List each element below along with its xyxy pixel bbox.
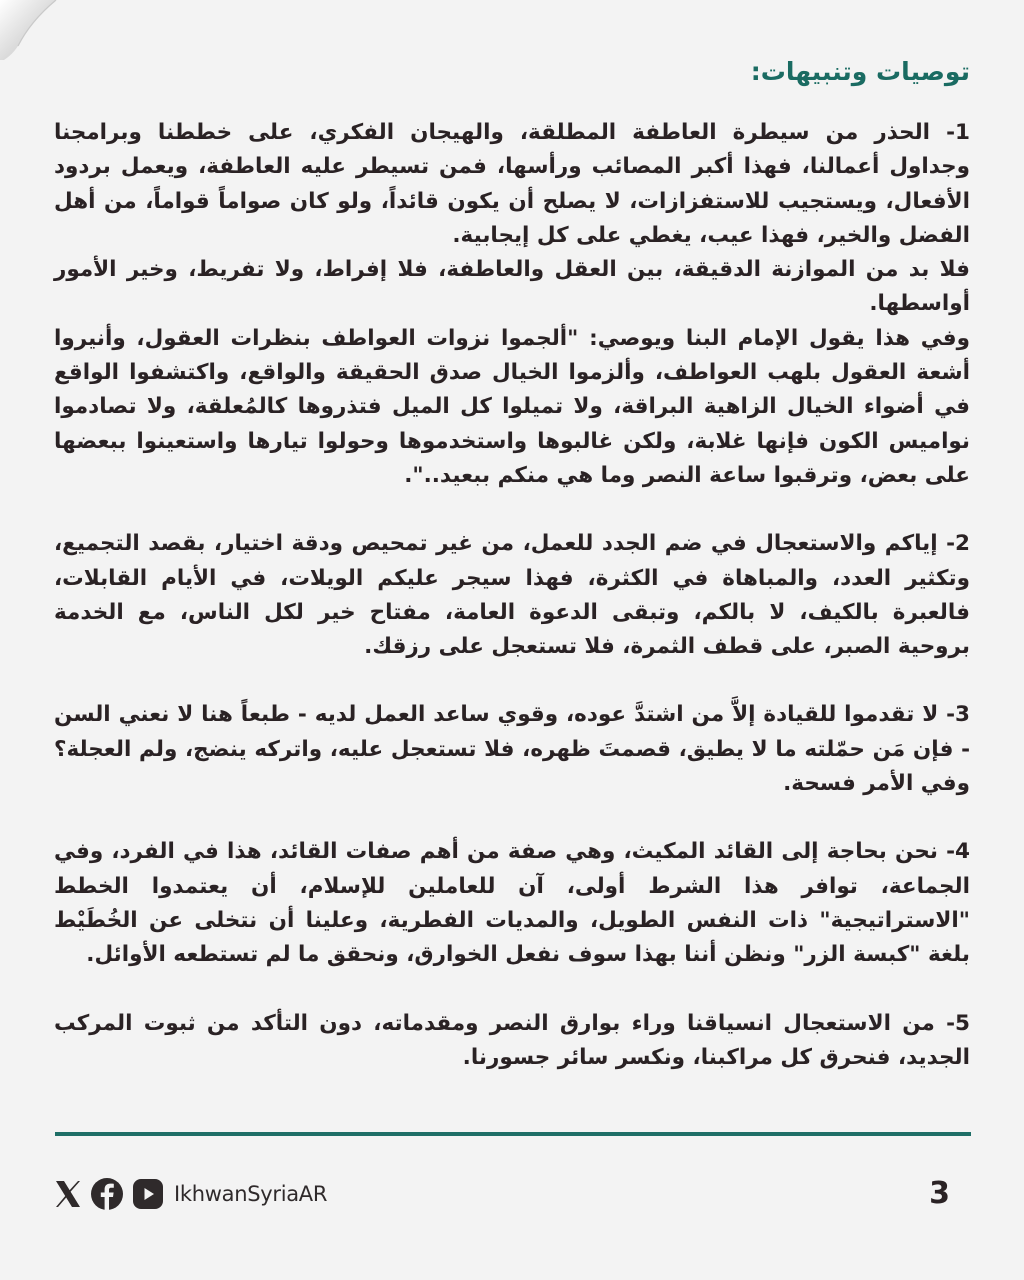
paragraph-4: 4- نحن بحاجة إلى القائد المكيث، وهي صفة من أهم صفات القائد، هذا في الفرد، وفي الجماعة، توافر هذا الشرط أولى، آن للعاملين للإسلام، أن يعتمدوا الخطط "الاستراتيجية" ذات النفس الطويل، والمديات الفطرية، وعلينا أن نتخلى عن الخُطَيْط بلغة "كبسة الزر" ونظن أننا بهذا سوف نفعل الخوارق، ونحقق ما لم تستطعه الأوائل. (54, 839, 970, 968)
paragraph-2: 2- إياكم والاستعجال في ضم الجدد للعمل، من غير تمحيص ودقة اختيار، بقصد التجميع، وتكثير العدد، والمباهاة في الكثرة، فهذا سيجر عليكم الويلات، في الأيام القابلات، فالعبرة بالكيف، لا بالكم، وتبقى الدعوة العامة، مفتاح خير لكل الناس، مع الخدمة بروحية الصبر، على قطف الثمرة، فلا تستعجل على رزقك. (54, 531, 970, 660)
paragraph-1-quote: وفي هذا يقول الإمام البنا ويوصي: "ألجموا نزوات العواطف بنظرات العقول، وأنيروا أشعة العقول بلهب العواطف، وألزموا الخيال صدق الحقيقة والواقع، واكتشفوا الواقع في أضواء الخيال الزاهية البراقة، ولا تميلوا كل الميل فتذروها كالمُعلقة، ولا تصادموا نواميس الكون فإنها غلابة، ولكن غالبوها واستخدموها وحولوا تيارها واستعينوا ببعضها على بعض، وترقبوا ساعة النصر وما هي منكم ببعيد..". (54, 325, 970, 488)
x-icon[interactable] (54, 1179, 82, 1209)
page-number: 3 (929, 1176, 950, 1211)
social-links (54, 1172, 327, 1216)
paragraph-1: 1- الحذر من سيطرة العاطفة المطلقة، والهيجان الفكري، على خططنا وبرامجنا وجداول أعمالنا، فهذا أكبر المصائب ورأسها، فمن تسيطر عليه العاطفة، ويعمل بردود الأفعال، ويستجيب للاستفزازات، لا يصلح أن يكون قائداً، ولو كان صواماً قواماً، من أهل الفضل والخير، فهذا عيب، يغطي على كل إيجابية. (54, 120, 970, 248)
paragraph-1-balance: فلا بد من الموازنة الدقيقة، بين العقل والعاطفة، فلا إفراط، ولا تفريط، وخير الأمور أواسطها. (54, 257, 970, 317)
youtube-icon[interactable] (132, 1178, 164, 1210)
page-title: توصيات وتنبيهات: (750, 57, 970, 86)
page-footer (54, 1172, 970, 1216)
paragraph-3: 3- لا تقدموا للقيادة إلاَّ من اشتدَّ عوده، وقوي ساعد العمل لديه - طبعاً هنا لا نعني السن - فإن مَن حمّلته ما لا يطيق، قصمتَ ظهره، فلا تستعجل عليه، واتركه ينضج، ولم العجلة؟ وفي الأمر فسحة. (54, 702, 970, 797)
page-curl-decoration (0, 0, 62, 62)
facebook-icon[interactable] (90, 1177, 124, 1211)
article-body (54, 116, 970, 1075)
paragraph-5: 5- من الاستعجال انسياقنا وراء بوارق النصر ومقدماته، دون التأكد من ثبوت المركب الجديد، فنحرق كل مراكبنا، ونكسر سائر جسورنا. (54, 1010, 970, 1070)
footer-divider (55, 1132, 971, 1136)
social-handle[interactable]: IkhwanSyriaAR (174, 1182, 328, 1206)
